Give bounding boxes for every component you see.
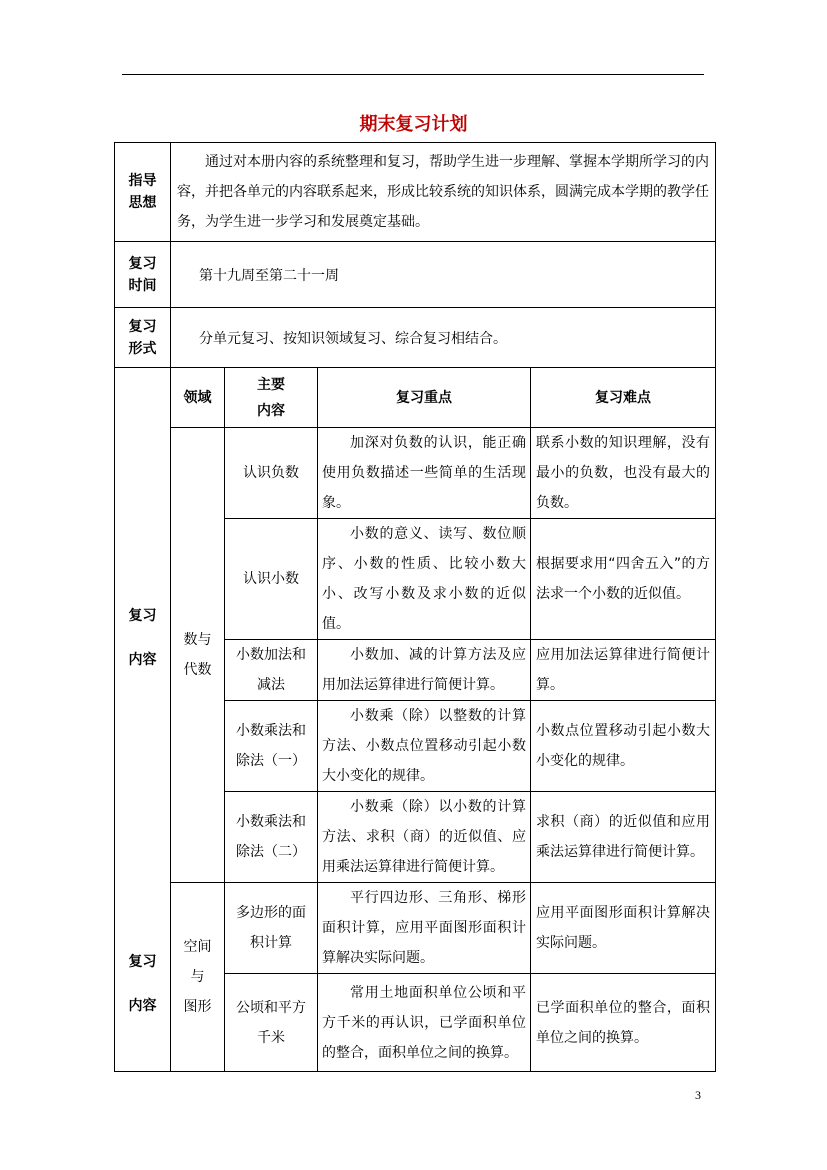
content-label-line1: 复习 (128, 608, 157, 624)
difficulty-cell: 联系小数的知识理解，没有最小的负数，也没有最大的负数。 (531, 428, 716, 519)
topic-cell: 认识负数 (225, 428, 318, 519)
header-rule (122, 74, 704, 75)
content-label-repeat-line1: 复习 (128, 954, 157, 970)
key-cell: 加深对负数的认识，能正确使用负数描述一些简单的生活现象。 (318, 428, 531, 519)
domain-line1: 数与 (183, 632, 212, 648)
content-label-line2: 内容 (128, 652, 157, 668)
difficulty-cell: 应用平面图形面积计算解决实际问题。 (531, 883, 716, 974)
table-row (115, 428, 716, 519)
key-cell: 小数乘（除）以小数的计算方法、求积（商）的近似值、应用乘法运算律进行简便计算。 (318, 792, 531, 883)
time-row (115, 242, 716, 308)
difficulty-cell: 小数点位置移动引起小数大小变化的规律。 (531, 701, 716, 792)
domain-line2: 与 (190, 969, 205, 985)
page-number: 3 (695, 1088, 701, 1102)
guidance-row (115, 143, 716, 242)
guidance-label-line2: 思想 (128, 195, 157, 211)
page-title: 期末复习计划 (359, 114, 468, 135)
key-cell: 小数加、减的计算方法及应用加法运算律进行简便计算。 (318, 640, 531, 701)
topic-cell: 公顷和平方千米 (225, 974, 318, 1072)
key-header: 复习重点 (318, 368, 531, 428)
domain-line1: 空间 (183, 939, 212, 955)
review-plan-table (114, 142, 716, 1072)
topic-cell: 小数乘法和除法（二） (225, 792, 318, 883)
topic-cell: 认识小数 (225, 519, 318, 640)
topic-header-line2: 内容 (257, 402, 285, 419)
content-label-repeat-block (115, 940, 170, 1028)
time-label (115, 242, 171, 308)
difficulty-header: 复习难点 (531, 368, 716, 428)
form-row (115, 308, 716, 368)
form-label (115, 308, 171, 368)
domain-number-algebra (171, 428, 225, 883)
key-cell: 小数乘（除）以整数的计算方法、小数点位置移动引起小数大小变化的规律。 (318, 701, 531, 792)
difficulty-cell: 已学面积单位的整合，面积单位之间的换算。 (531, 974, 716, 1072)
topic-header-line1: 主要 (257, 376, 285, 393)
domain-space-geometry (171, 883, 225, 1072)
key-cell: 平行四边形、三角形、梯形面积计算，应用平面图形面积计算解决实际问题。 (318, 883, 531, 974)
difficulty-cell: 根据要求用“四舍五入”的方法求一个小数的近似值。 (531, 519, 716, 640)
domain-line2: 代数 (183, 662, 212, 678)
guidance-text: 通过对本册内容的系统整理和复习，帮助学生进一步理解、掌握本学期所学习的内容，并把各单元的内容联系起来，形成比较系统的知识体系，圆满完成本学期的教学任务，为学生进一步学习和发展奠定基础。 (171, 143, 716, 242)
form-label-line2: 形式 (128, 340, 157, 357)
difficulty-cell: 求积（商）的近似值和应用乘法运算律进行简便计算。 (531, 792, 716, 883)
content-label-block (115, 594, 170, 682)
time-label-line1: 复习 (128, 255, 157, 272)
table-row (115, 883, 716, 974)
time-text: 第十九周至第二十一周 (171, 242, 716, 308)
form-label-line1: 复习 (128, 318, 157, 335)
guidance-label (115, 143, 171, 242)
form-text: 分单元复习、按知识领域复习、综合复习相结合。 (171, 308, 716, 368)
key-cell: 小数的意义、读写、数位顺序、小数的性质、比较小数大小、改写小数及求小数的近似值。 (318, 519, 531, 640)
content-label (115, 368, 171, 1072)
content-header-row (115, 368, 716, 428)
content-label-repeat-line2: 内容 (128, 998, 157, 1014)
topic-header (225, 368, 318, 428)
guidance-label-line1: 指导 (128, 173, 157, 189)
key-cell: 常用土地面积单位公顷和平方千米的再认识，已学面积单位的整合，面积单位之间的换算。 (318, 974, 531, 1072)
topic-cell: 小数加法和减法 (225, 640, 318, 701)
difficulty-cell: 应用加法运算律进行简便计算。 (531, 640, 716, 701)
topic-cell: 多边形的面积计算 (225, 883, 318, 974)
time-label-line2: 时间 (128, 277, 157, 294)
domain-header: 领域 (171, 368, 225, 428)
domain-line3: 图形 (183, 999, 212, 1015)
topic-cell: 小数乘法和除法（一） (225, 701, 318, 792)
